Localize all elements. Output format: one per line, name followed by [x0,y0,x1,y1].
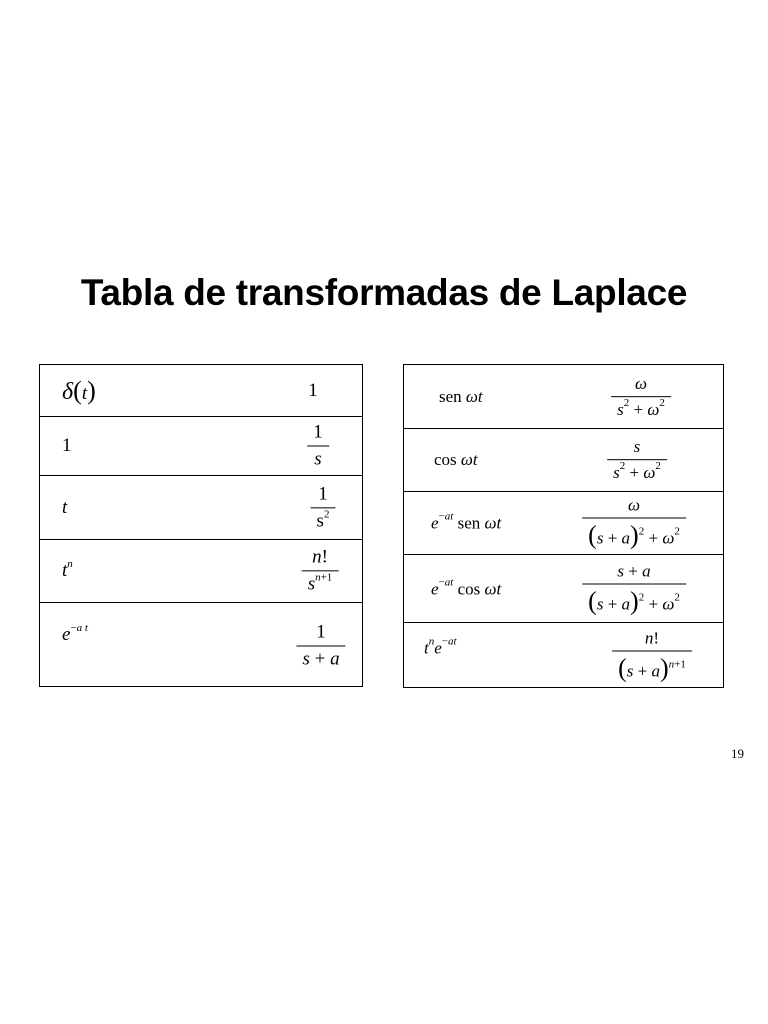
time-function: $t^ne^{-at}$ [424,635,457,658]
laplace-transform: 1 [308,379,318,401]
time-function: $e^{-at}$ cos ωt [431,576,502,598]
laplace-transform: $\frac{s}{s^2 + \omega^2}$ [607,437,667,483]
table-row [404,492,723,555]
table-row [404,555,723,623]
table-row [40,540,362,603]
time-function: $t^n$ [62,557,73,582]
laplace-transform: $\frac{\omega}{(s + a)^2 + \omega^2}$ [582,496,686,551]
laplace-transform: $\frac{1}{s + a}$ [296,621,345,670]
laplace-transform: $\frac{n!}{(s + a)^{n+1}}$ [612,629,692,684]
time-function: $e^{-a t}$ [62,622,88,646]
page-title: Tabla de transformadas de Laplace [80,272,688,313]
laplace-transform: $\frac{n!}{s^{n+1}}$ [302,546,339,595]
time-function: 1 [62,435,72,456]
laplace-transform: $\frac{\omega}{s^2 + \omega^2}$ [611,374,671,420]
table-row [404,429,723,492]
table-row [40,365,362,417]
page-number: 19 [731,746,744,761]
laplace-table-right [403,364,724,688]
table-row [404,623,723,689]
table-row [40,603,362,688]
time-function: cos ωt [434,450,478,469]
laplace-transform: $\frac{s + a}{(s + a)^2 + \omega^2}$ [582,561,686,616]
time-function: sen ωt [439,386,483,406]
laplace-table-left [39,364,363,687]
laplace-transform: $\frac{1}{s^2}$ [311,483,336,532]
table-row [404,365,723,429]
table-row [40,417,362,476]
time-function: $e^{-at}$ sen ωt [431,510,502,533]
time-function: δ(t) [62,375,96,405]
time-function: t [62,496,68,518]
table-row [40,476,362,540]
laplace-transform: $\frac{1}{s}$ [307,422,329,471]
